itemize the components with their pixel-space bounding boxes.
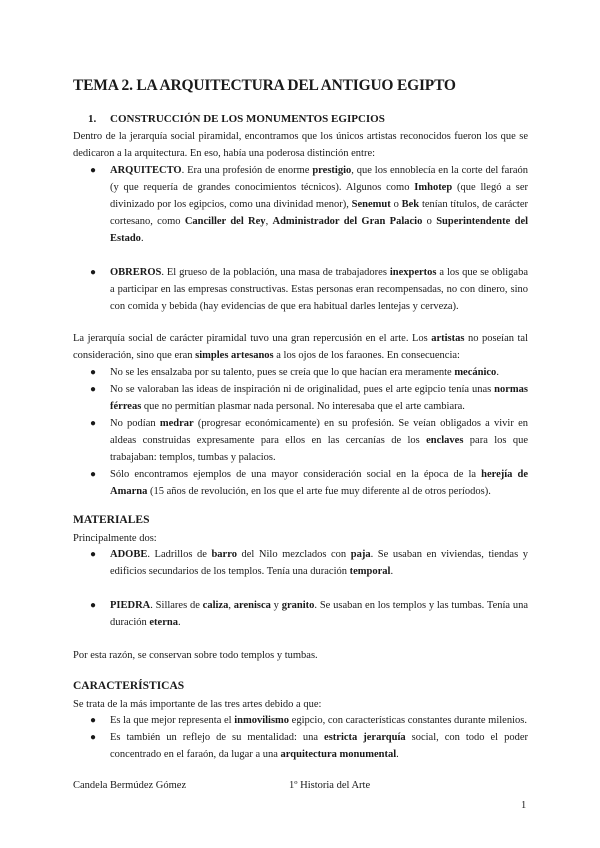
materials-list — [0, 546, 600, 631]
list-item: ● No se les ensalzaba por su talento, pues se creía que lo que hacían era meramente mecánico. — [0, 364, 528, 381]
roles-list — [0, 162, 600, 315]
list-item: ● Es la que mejor representa el inmovilismo egipcio, con características constantes durante milenios. — [0, 712, 528, 729]
list-item-piedra: ● PIEDRA. Sillares de caliza, arenisca y granito. Se usaban en los templos y las tumbas. Tenía una duración eterna. — [0, 597, 528, 631]
section-title: CONSTRUCCIÓN DE LOS MONUMENTOS EGIPCIOS — [110, 113, 385, 125]
bullet-icon: ● — [90, 367, 97, 378]
materiales-intro: Principalmente dos: — [73, 533, 157, 544]
list-item: ● Sólo encontramos ejemplos de una mayor consideración social en la época de la herejía de Amarna (15 años de revolución, en los que el arte fue muy diferente al de otros períodos). — [0, 466, 528, 500]
consequences-list — [0, 364, 600, 500]
bullet-icon: ● — [90, 715, 97, 726]
materiales-heading: MATERIALES — [73, 514, 150, 526]
bullet-icon: ● — [90, 267, 97, 278]
list-item-obreros: ● OBREROS. El grueso de la población, una masa de trabajadores inexpertos a los que se obligaba a participar en las empresas constructivas. Estas personas eran recompensadas, no con dinero, sino con comida y bebida (hay evidencias de que era habitual darles lentejas y cerveza). — [0, 264, 528, 315]
characteristics-list — [0, 712, 600, 763]
document-title: TEMA 2. LA ARQUITECTURA DEL ANTIGUO EGIPTO — [73, 77, 456, 94]
bullet-icon: ● — [90, 732, 97, 743]
section-number: 1. — [88, 113, 97, 125]
jerarquia-paragraph: La jerarquía social de carácter piramidal tuvo una gran repercusión en el arte. Los artistas no poseían tal consideración, sino que eran simples artesanos a los ojos de los faraones. En consecuencia: — [73, 333, 529, 361]
caracteristicas-intro: Se trata de la más importante de las tres artes debido a que: — [73, 699, 322, 710]
materiales-closing: Por esta razón, se conservan sobre todo templos y tumbas. — [73, 650, 318, 661]
list-item: ● No podían medrar (progresar económicamente) en su profesión. Se veían obligados a vivir en aldeas construidas expresamente para ellos en las cercanías de los enclaves para los que trabajaban: templos, tumbas y palacios. — [0, 415, 528, 466]
list-item: ● Es también un reflejo de su mentalidad: una estricta jerarquía social, con todo el poder concentrado en el faraón, da lugar a una arquitectura monumental. — [0, 729, 528, 763]
footer-course: 1º Historia del Arte — [289, 780, 371, 791]
bullet-icon: ● — [90, 418, 97, 429]
bullet-icon: ● — [90, 600, 97, 611]
section-heading — [88, 113, 385, 125]
bullet-icon: ● — [90, 384, 97, 395]
list-item-arquitecto: ● ARQUITECTO. Era una profesión de enorme prestigio, que los ennoblecía en la corte del faraón (y que requería de grandes conocimientos técnicos). Algunos como Imhotep (que llegó a ser divinizado por los egipcios, como una divinidad menor), Senemut o Bek tenían títulos, de carácter cortesano, como Canciller del Rey, Administrador del Gran Palacio o Superintendente del Estado. — [0, 162, 528, 247]
list-item: ● No se valoraban las ideas de inspiración ni de originalidad, pues el arte egipcio tenía unas normas férreas que no permitían plasmar nada personal. No interesaba que el arte cambiara. — [0, 381, 528, 415]
page-number: 1 — [521, 800, 527, 811]
caracteristicas-heading: CARACTERÍSTICAS — [73, 680, 185, 692]
bullet-icon: ● — [90, 469, 97, 480]
list-item-adobe: ● ADOBE. Ladrillos de barro del Nilo mezclados con paja. Se usaban en viviendas, tiendas y edificios secundarios de los templos. Tenía una duración temporal. — [0, 546, 528, 580]
bullet-icon: ● — [90, 165, 97, 176]
footer-author: Candela Bermúdez Gómez — [73, 780, 187, 791]
bullet-icon: ● — [90, 549, 97, 560]
intro-paragraph: Dentro de la jerarquía social piramidal, encontramos que los únicos artistas reconocidos fueron los que se dedicaron a la arquitectura. En eso, había una poderosa distinción entre: — [73, 131, 528, 159]
